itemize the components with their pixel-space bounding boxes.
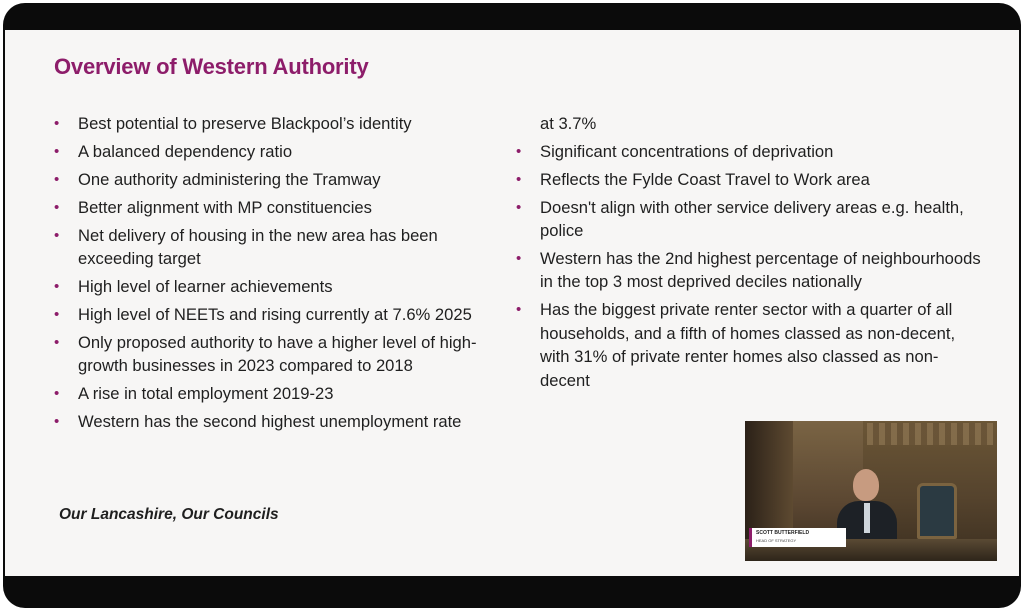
bullet-continuation: at 3.7% — [540, 114, 597, 133]
speaker-lower-third — [749, 528, 846, 547]
presentation-slide — [5, 30, 1019, 576]
speaker-video-feed — [745, 421, 997, 561]
bullet-item: • Western has the second highest unemployment rate — [54, 410, 514, 433]
speaker-tie — [864, 503, 870, 533]
bullet-item: • Best potential to preserve Blackpool’s identity — [54, 112, 514, 135]
bullet-item: • Better alignment with MP constituencies — [54, 196, 514, 219]
slide-footer: Our Lancashire, Our Councils — [59, 506, 279, 523]
bullet-item: • High level of learner achievements — [54, 275, 514, 298]
speaker-name: SCOTT BUTTERFIELD — [756, 530, 810, 536]
bullet-item: • Doesn't align with other service delivery areas e.g. health, police — [516, 196, 981, 243]
right-bullet-list — [516, 112, 981, 396]
speaker-head — [853, 469, 879, 501]
bullet-item: • High level of NEETs and rising currently at 7.6% 2025 — [54, 303, 514, 326]
bullet-item: • A rise in total employment 2019-23 — [54, 382, 514, 405]
carved-frieze — [867, 423, 993, 445]
slide-title: Overview of Western Authority — [54, 54, 369, 79]
bullet-item: • Western has the 2nd highest percentage of neighbourhoods in the top 3 most deprived deciles nationally — [516, 247, 981, 294]
bullet-item: • Net delivery of housing in the new area has been exceeding target — [54, 224, 514, 271]
bullet-item: • Reflects the Fylde Coast Travel to Work area — [516, 168, 981, 191]
bullet-item: • A balanced dependency ratio — [54, 140, 514, 163]
left-bullet-list — [54, 112, 514, 438]
bullet-item: • One authority administering the Tramway — [54, 168, 514, 191]
bullet-item: • Has the biggest private renter sector with a quarter of all households, and a fifth of homes classed as non-decent, with 31% of private renter homes also classed as non-decent — [516, 298, 981, 392]
speaker-role: HEAD OF STRATEGY — [756, 538, 797, 543]
video-player-frame — [3, 3, 1021, 608]
chair — [917, 483, 957, 539]
bullet-item: • Only proposed authority to have a higher level of high-growth businesses in 2023 compared to 2018 — [54, 331, 514, 378]
bullet-item: • Significant concentrations of deprivation — [516, 140, 981, 163]
